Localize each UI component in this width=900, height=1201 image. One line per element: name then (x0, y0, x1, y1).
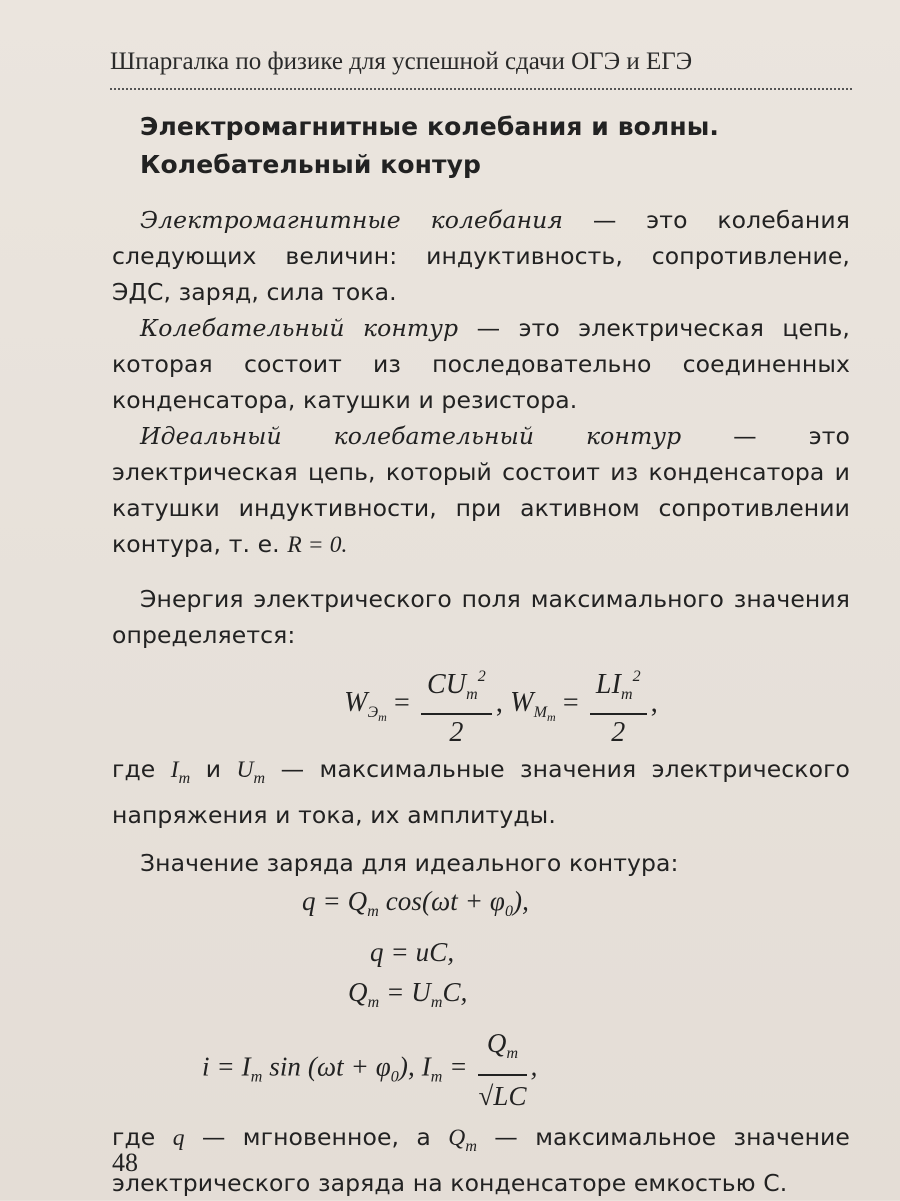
term-circuit: Колебательный контур (140, 314, 459, 342)
energy-frac-magnetic: $\frac{LI_m^2}{2}$ (590, 659, 647, 751)
heading-line-1: Электромагнитные колебания и волны. (140, 112, 720, 141)
text-circuit: — это электрическая цепь, которая состоит из последовательно соединенных конденсатора, катушки и резистора. (112, 314, 850, 414)
paragraph-ideal-circuit (112, 418, 850, 563)
term-em-oscillations: Электромагнитные колебания (140, 206, 564, 234)
paragraph-charge-definition: где q — мгновенное, а $Q_m$ — максимальное значение электрического заряда на конденсаторе емкостью С. (112, 1123, 850, 1197)
paragraph-circuit (112, 310, 850, 418)
current-fraction: $\frac{Q_m}{√LC}$ (478, 1023, 526, 1116)
heading-line-2: Колебательный контур (140, 150, 481, 179)
page-number: 48 (112, 1148, 138, 1177)
formula-charge-cos: $q = Q_m$ $\cos(\omega t + \varphi_0)$, (302, 886, 529, 920)
formula-energy: $W_{Эm}$ = $\frac{CU_m^2}{2}$ , $W_{Mm}$ = $\frac{LI_m^2}{2}$ , (112, 659, 850, 739)
energy-frac-electric: $\frac{CU_m^2}{2}$ (421, 659, 492, 751)
formula-charge-uc: q = uC, (370, 937, 455, 967)
text-ideal-circuit: — это электрическая цепь, который состоит из конденсатора и катушки индуктивности, при активном сопротивлении контура, т. е. (112, 422, 850, 558)
section-heading (140, 108, 850, 184)
formula-charge-block (112, 881, 850, 1111)
text-em-oscillations: — это колебания следующих величин: индуктивность, сопротивление, ЭДС, заряд, сила тока. (112, 206, 850, 306)
header-divider (110, 88, 852, 90)
energy-w2: $W_{Mm}$ (510, 687, 556, 725)
formula-current: $i = I_m$ $\sin (\omega t + \varphi_0)$, $I_m$ = $\frac{Q_m}{√LC}$ , (202, 1023, 850, 1093)
running-header: Шпаргалка по физике для успешной сдачи ОГЭ и ЕГЭ (110, 48, 693, 75)
ideal-r-value: R = 0. (287, 532, 348, 558)
paragraph-energy: Энергия электрического поля максимального значения определяется: (112, 585, 850, 649)
energy-w1: $W_{Эm}$ (344, 687, 387, 725)
paragraph-charge: Значение заряда для идеального контура: (140, 849, 679, 877)
page-body (112, 100, 850, 1201)
paragraph-em-oscillations (112, 202, 850, 310)
term-ideal-circuit: Идеальный колебательный контур (140, 422, 682, 450)
formula-charge-qm: $Q_m = U_mC$, (348, 977, 468, 1011)
paragraph-amplitudes: где $I_m$ и $U_m$ — максимальные значения электрического напряжения и тока, их амплитуды. (112, 755, 850, 829)
